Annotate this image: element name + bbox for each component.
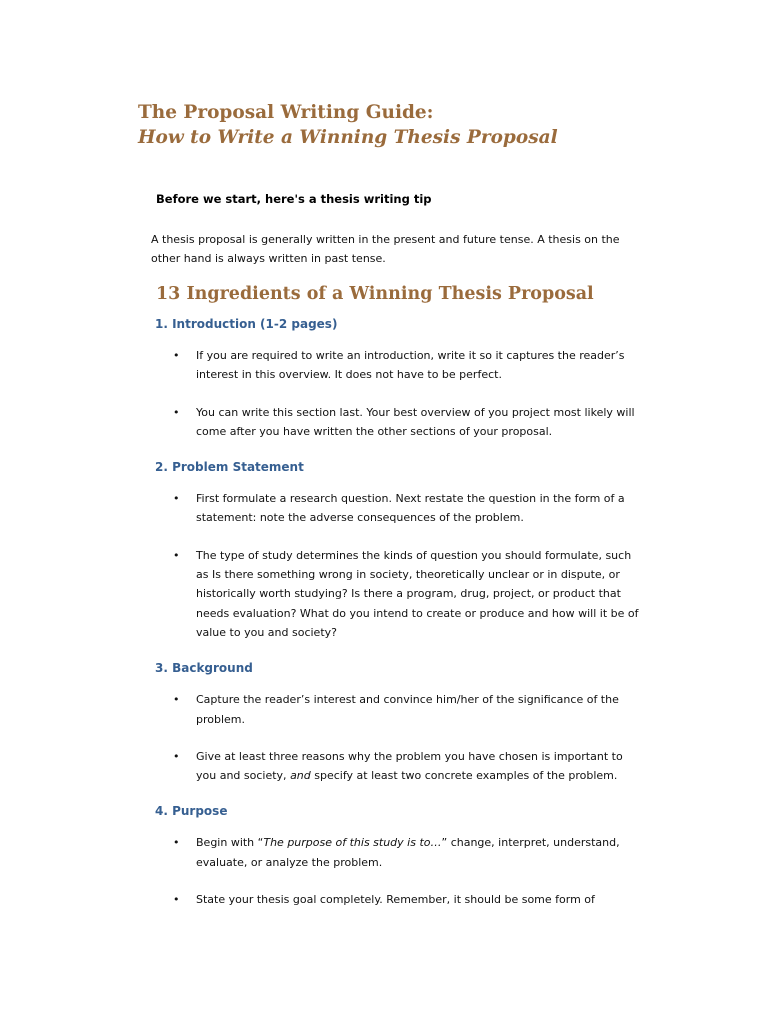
document-title	[138, 100, 558, 150]
section-purpose	[155, 803, 645, 909]
item-text-post: ” change, interpret, understand, evaluate, or analyze the problem.	[196, 836, 620, 869]
bullet-list	[155, 346, 645, 441]
list-item	[155, 690, 645, 729]
list-item	[155, 890, 645, 909]
bullet-icon: •	[173, 836, 180, 850]
title-line: The Proposal Writing Guide:	[138, 102, 434, 123]
item-text	[196, 750, 623, 782]
bullet-list	[155, 833, 645, 909]
item-text: You can write this section last. Your best overview of you project most likely will come after you have written the other sections of your proposal.	[196, 405, 635, 438]
item-text-emphasis: The purpose of this study is to…	[263, 836, 442, 850]
list-item	[155, 346, 645, 385]
section-title: 13 Ingredients of a Winning Thesis Proposal	[156, 284, 594, 304]
item-text-pre: Give at least three reasons why the problem you have chosen is important to you and society,	[196, 749, 623, 783]
item-text-emphasis: and	[290, 769, 311, 783]
section-introduction	[155, 316, 645, 441]
tip-heading: Before we start, here's a thesis writing tip	[156, 192, 432, 206]
list-item	[155, 489, 645, 528]
list-item	[155, 833, 645, 872]
item-text: State your thesis goal completely. Remember, it should be some form of	[196, 893, 595, 907]
bullet-icon: •	[173, 492, 180, 506]
item-text: The type of study determines the kinds of question you should formulate, such as Is there something wrong in society, theoretically unclear or in dispute, or historically worth studying? Is there a program, drug, project, or product that needs evaluation? What do you intend to create or produce and how will it be of value to you and society?	[196, 548, 639, 639]
section-heading: 4. Purpose	[155, 804, 228, 819]
item-text	[196, 836, 620, 868]
ingredients-list	[155, 316, 645, 927]
subtitle-line: How to Write a Winning Thesis Proposal	[138, 127, 558, 148]
bullet-icon: •	[173, 349, 180, 362]
section-background	[155, 660, 645, 785]
section-problem-statement	[155, 459, 645, 642]
section-heading: 3. Background	[155, 661, 253, 676]
bullet-icon: •	[173, 548, 180, 562]
bullet-icon: •	[173, 749, 180, 763]
list-item	[155, 546, 645, 642]
section-heading: 1. Introduction (1-2 pages)	[155, 317, 338, 331]
list-item	[155, 747, 645, 786]
bullet-icon: •	[173, 405, 180, 419]
item-text: If you are required to write an introduction, write it so it captures the reader’s interest in this overview. It does not have to be perfect.	[196, 349, 625, 382]
bullet-icon: •	[173, 893, 180, 907]
bullet-list	[155, 489, 645, 642]
item-text-post: specify at least two concrete examples of the problem.	[310, 769, 618, 783]
item-text: Capture the reader’s interest and convince him/her of the significance of the problem.	[196, 693, 619, 726]
list-item	[155, 403, 645, 442]
item-text: First formulate a research question. Next restate the question in the form of a statement: note the adverse consequences of the problem.	[196, 492, 625, 525]
bullet-list	[155, 690, 645, 785]
bullet-icon: •	[173, 693, 180, 707]
section-heading: 2. Problem Statement	[155, 460, 304, 475]
item-text-pre: Begin with “	[196, 836, 264, 850]
tip-body: A thesis proposal is generally written in the present and future tense. A thesis on the other hand is always written in past tense.	[151, 233, 620, 265]
